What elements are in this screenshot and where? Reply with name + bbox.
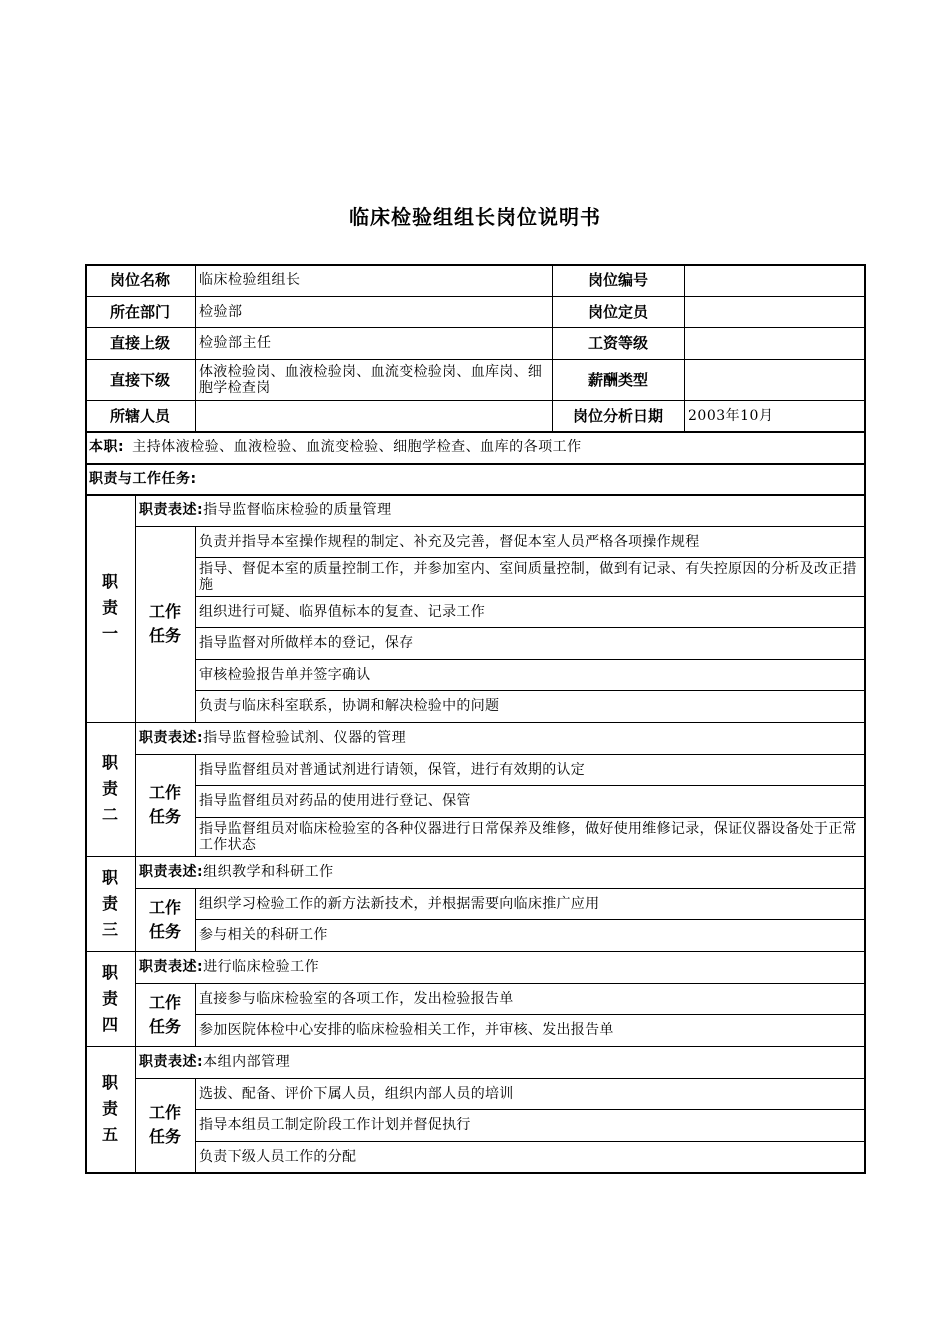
duty-name-char: 一 [101,624,118,643]
duty-name-char: 四 [101,1014,118,1034]
field-value [684,327,865,359]
field-label: 所辖人员 [109,406,170,425]
header-col-rule [684,264,685,432]
task-label-line: 任务 [148,1016,181,1036]
duty-statement-label: 职责表述: [139,1054,204,1070]
field-value [684,264,865,296]
task-item: 指导、督促本室的质量控制工作，并参加室内、室间质量控制，做到有记录、有失控原因的分析及改正措施 [199,560,857,593]
duty-name-char: 责 [101,1099,118,1118]
task-item: 审核检验报告单并签字确认 [199,666,371,683]
field-label: 直接下级 [109,370,170,389]
table-border-bottom [85,1172,866,1174]
field-value [684,359,865,400]
duty-statement [135,951,865,983]
field-label: 岗位定员 [587,302,648,321]
task-item: 直接参与临床检验室的各项工作，发出检验报告单 [199,990,514,1007]
task-item: 指导监督对所做样本的登记，保存 [199,635,414,651]
duty-name-char: 职 [101,962,118,982]
main-duty-text: 主持体液检验、血液检验、血流变检验、细胞学检查、血库的各项工作 [132,439,582,455]
field-value: 临床检验组组长 [199,272,301,288]
duty-name-char: 五 [101,1125,118,1144]
task-label [135,1078,195,1172]
field-label: 岗位分析日期 [572,406,663,425]
task-label [135,526,195,722]
task-label-line: 工作 [148,1103,181,1122]
duty-statement-text: 指导监督临床检验的质量管理 [203,502,392,518]
task-label-line: 工作 [148,783,181,802]
duty-statement-label: 职责表述: [139,959,204,975]
field-value: 2003年10月 [688,407,774,424]
task-label [135,754,195,856]
duty-name [85,951,135,1046]
duty-statement-text: 指导监督检验试剂、仪器的管理 [203,730,407,746]
duty-name-char: 责 [101,988,118,1008]
duty-statement-label: 职责表述: [139,864,204,880]
duty-statement-text: 组织教学和科研工作 [203,864,334,880]
task-item: 参加医院体检中心安排的临床检验相关工作，并审核、发出报告单 [199,1022,614,1038]
field-value: 体液检验岗、血液检验岗、血流变检验岗、血库岗、细胞学检查岗 [199,363,543,396]
field-value [684,296,865,327]
task-label-line: 任务 [148,626,181,645]
duty-statement [135,494,865,526]
duty-statement [135,722,865,754]
task-label-line: 任务 [148,921,181,941]
duty-statement-text: 本组内部管理 [203,1054,291,1070]
field-value [195,400,552,431]
task-item: 负责与临床科室联系，协调和解决检验中的问题 [199,698,500,714]
duty-name [85,856,135,951]
task-item: 组织学习检验工作的新方法新技术，并根据需要向临床推广应用 [199,895,600,912]
task-label-line: 工作 [148,992,181,1012]
duty-name [85,494,135,722]
task-item: 参与相关的科研工作 [199,927,328,943]
duty-name-char: 责 [101,598,118,617]
field-label: 所在部门 [109,302,170,321]
duties-header: 职责与工作任务: [89,470,197,487]
task-label [135,983,195,1046]
field-value: 检验部 [199,303,243,320]
duty-name-char: 责 [101,779,118,798]
duty-name-char: 二 [101,805,118,824]
duty-name-char: 职 [101,867,118,887]
task-item: 指导监督组员对普通试剂进行请领，保管，进行有效期的认定 [199,761,586,778]
field-label: 岗位编号 [587,271,648,289]
duty-name [85,722,135,856]
duty-statement-text: 进行临床检验工作 [203,959,320,975]
field-label: 岗位名称 [109,271,170,289]
duty-name [85,1046,135,1172]
task-label-line: 任务 [148,807,181,826]
duty-statement [135,856,865,888]
field-label: 直接上级 [109,334,170,352]
field-label: 薪酬类型 [587,370,648,389]
task-label [135,888,195,951]
duty-name-char: 责 [101,893,118,913]
task-label-line: 工作 [148,897,181,917]
task-item: 指导监督组员对临床检验室的各种仪器进行日常保养及维修，做好使用维修记录，保证仪器设备处于正常工作状态 [199,820,857,853]
task-label-line: 工作 [148,602,181,621]
field-value: 检验部主任 [199,335,272,351]
duty-statement-label: 职责表述: [139,502,204,518]
duty-name-char: 三 [101,919,118,939]
duty-name-char: 职 [101,753,118,772]
header-col-rule [552,264,553,432]
duty-name-char: 职 [101,1073,118,1092]
task-item: 负责并指导本室操作规程的制定、补充及完善，督促本室人员严格各项操作规程 [199,533,700,550]
document-title: 临床检验组组长岗位说明书 [349,205,601,229]
duty-name-char: 职 [101,572,118,591]
task-item: 负责下级人员工作的分配 [199,1148,357,1165]
main-duty-row [85,431,865,463]
main-duty-label: 本职: [89,439,125,455]
field-label: 工资等级 [587,334,648,352]
task-item: 选拔、配备、评价下属人员，组织内部人员的培训 [199,1085,514,1102]
task-item: 指导本组员工制定阶段工作计划并督促执行 [199,1117,471,1133]
header-col-rule [195,264,196,432]
duty-statement [135,1046,865,1078]
task-item: 指导监督组员对药品的使用进行登记、保管 [199,793,471,809]
task-label-line: 任务 [148,1127,181,1146]
task-item: 组织进行可疑、临界值标本的复查、记录工作 [199,603,485,620]
duty-statement-label: 职责表述: [139,730,204,746]
